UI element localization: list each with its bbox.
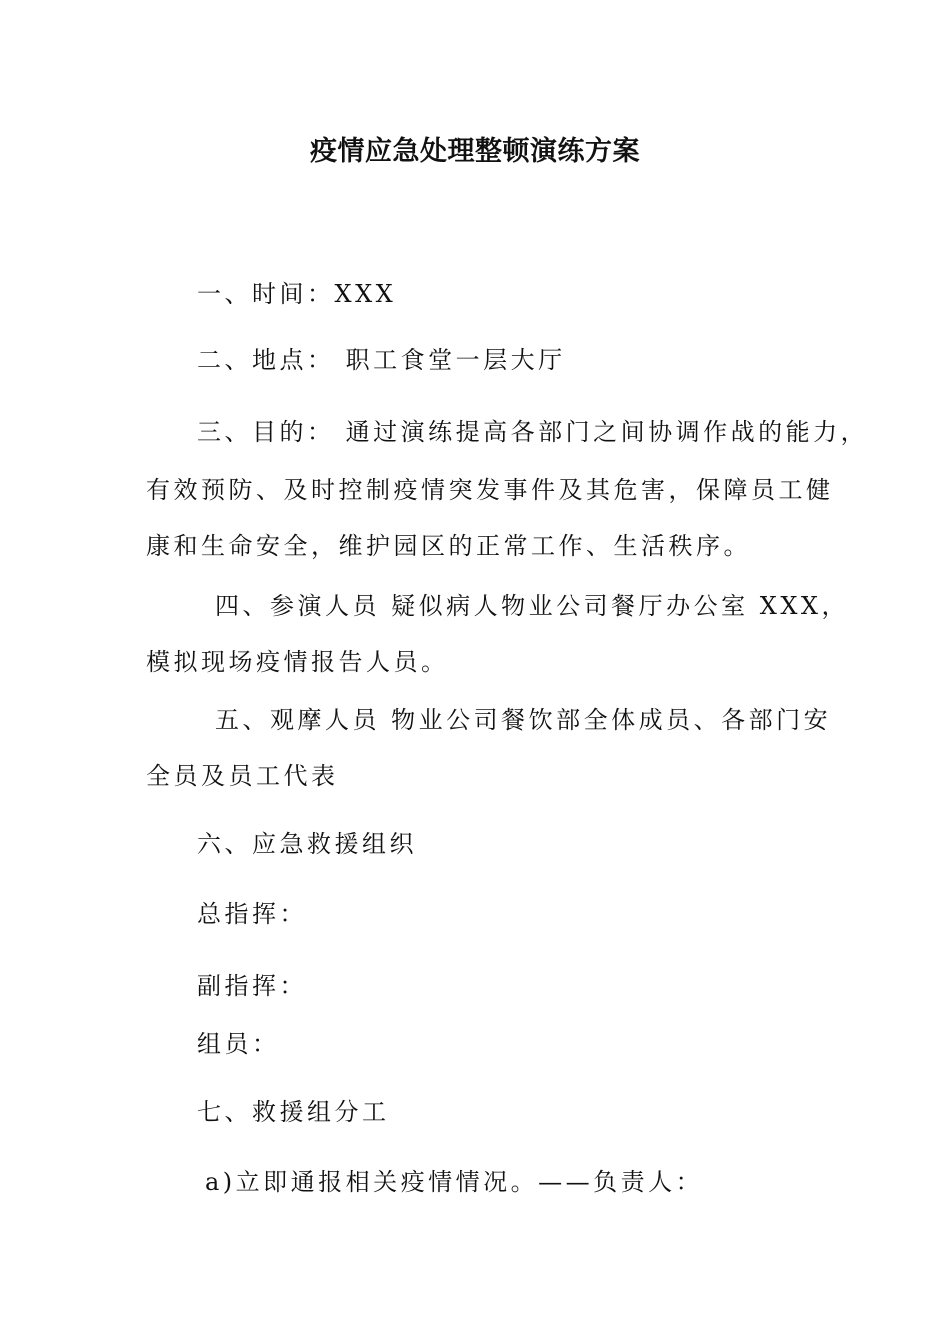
paragraph-purpose-line-1: 三、目的： 通过演练提高各部门之间协调作战的能力， [197, 418, 869, 446]
field-chief-commander: 总指挥： [197, 900, 307, 928]
field-members: 组员： [197, 1030, 280, 1058]
paragraph-location: 二、地点： 职工食堂一层大厅 [197, 346, 566, 374]
heading-rescue-division: 七、救援组分工 [197, 1098, 390, 1126]
list-item-a: a)立即通报相关疫情情况。——负责人： [205, 1168, 704, 1196]
paragraph-purpose-line-3: 康和生命安全，维护园区的正常工作、生活秩序。 [146, 532, 751, 560]
heading-emergency-organization: 六、应急救援组织 [197, 830, 417, 858]
document-title: 疫情应急处理整顿演练方案 [310, 136, 640, 167]
paragraph-participants-line-2: 模拟现场疫情报告人员。 [146, 648, 449, 676]
paragraph-observers-line-2: 全员及员工代表 [146, 762, 339, 790]
field-deputy-commander: 副指挥： [197, 972, 307, 1000]
paragraph-participants-line-1: 四、参演人员 疑似病人物业公司餐厅办公室 XXX， [215, 592, 850, 620]
paragraph-time: 一、时间：XXX [197, 280, 397, 308]
paragraph-purpose-line-2: 有效预防、及时控制疫情突发事件及其危害，保障员工健 [146, 476, 834, 504]
paragraph-observers-line-1: 五、观摩人员 物业公司餐饮部全体成员、各部门安 [215, 706, 832, 734]
